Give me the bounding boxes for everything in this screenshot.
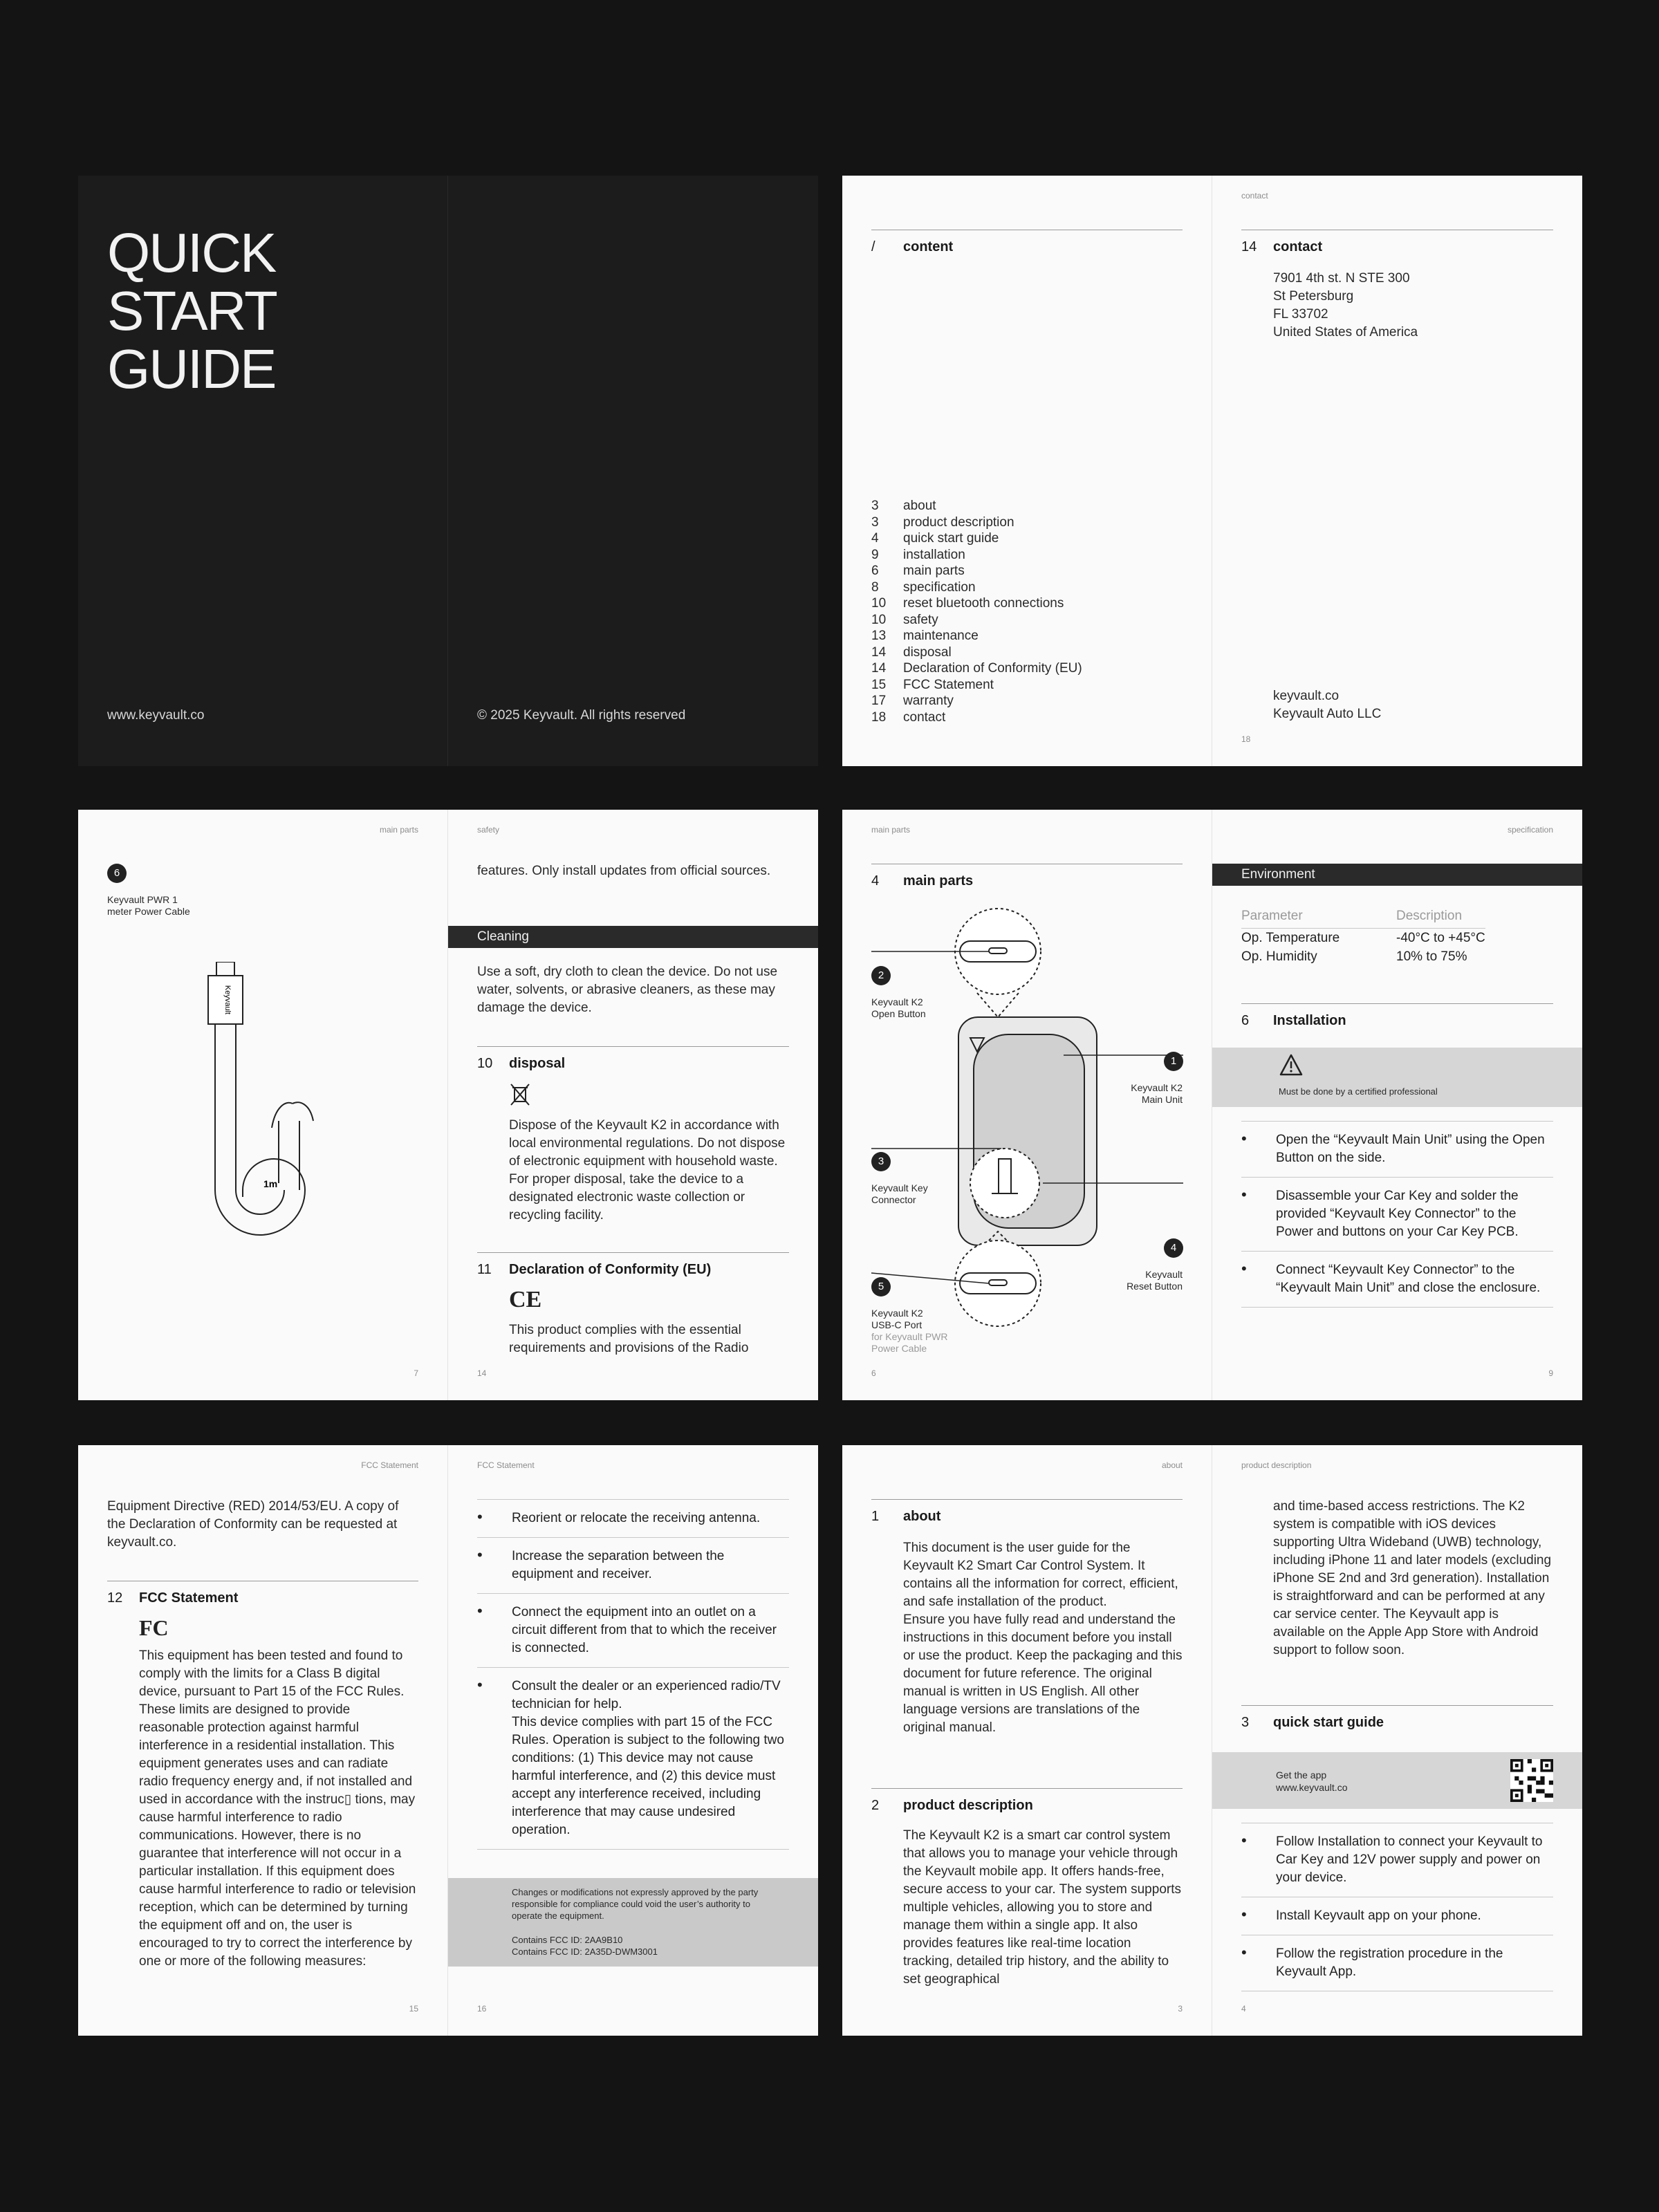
fcc-id: Contains FCC ID: 2AA9B10: [512, 1935, 623, 1945]
warning-text: Must be done by a certified professional: [1279, 1086, 1438, 1097]
list-item: • Connect the equipment into an outlet on a circuit different from that to which the receiver is connected.: [477, 1594, 789, 1668]
list-item: • Reorient or relocate the receiving antenna.: [477, 1499, 789, 1538]
toc-label: disposal: [903, 644, 952, 660]
section-heading: 1 about: [871, 1509, 941, 1524]
toc-item[interactable]: [871, 628, 1176, 644]
toc-item[interactable]: [871, 547, 1176, 564]
callout-badge: 3: [871, 1152, 891, 1171]
conformity-text: This product complies with the essential requirements and provisions of the Radio: [509, 1323, 749, 1355]
section-rule: [477, 1046, 789, 1047]
toc-label: product description: [903, 514, 1014, 530]
environment-bar: Environment: [1212, 864, 1582, 886]
toc-item[interactable]: [871, 612, 1176, 629]
toc-page-number: 15: [871, 677, 887, 692]
specification-page: [1212, 810, 1582, 1400]
address-block: 7901 4th st. N STE 300 St Petersburg FL 33702 United States of America: [1273, 271, 1418, 340]
cover-back-page: [448, 176, 818, 766]
warning-box: [1212, 1048, 1582, 1107]
disposal-text: Dispose of the Keyvault K2 in accordance with local environmental regulations. Do not dispose of electronic equipment with household waste. For proper disposal, take the device to a designated electronic waste collection or recycling facility.: [509, 1118, 786, 1223]
list-item: • Open the “Keyvault Main Unit” using the Open Button on the side.: [1241, 1121, 1553, 1178]
list-item: • Connect “Keyvault Key Connector” to the “Keyvault Main Unit” and close the enclosure.: [1241, 1252, 1553, 1308]
safety-intro: features. Only install updates from official sources.: [477, 864, 771, 878]
cable-label: Keyvault PWR 1 meter Power Cable: [107, 894, 190, 917]
warning-icon: [1279, 1053, 1304, 1077]
section-heading: 11 Declaration of Conformity (EU): [477, 1262, 712, 1277]
callout-badge: 2: [871, 966, 891, 985]
quick-start-steps: [1241, 1823, 1553, 1991]
section-heading: 14 contact: [1241, 239, 1323, 254]
cover-front-page: [78, 176, 448, 766]
toc-page-number: 14: [871, 644, 887, 660]
section-rule: [1241, 1705, 1553, 1706]
fcc-spread: [78, 1445, 818, 2036]
cable-safety-spread: [78, 810, 818, 1400]
toc-page-number: 18: [871, 709, 887, 725]
section-rule: [477, 1252, 789, 1253]
environment-table: [1241, 907, 1485, 966]
column-header: Parameter: [1241, 907, 1396, 929]
callout-badge: 4: [1164, 1238, 1183, 1258]
main-unit-label: Keyvault K2 Main Unit: [1131, 1082, 1183, 1105]
section-heading: 3 quick start guide: [1241, 1715, 1384, 1730]
toc-label: safety: [903, 612, 938, 627]
installation-steps: [1241, 1121, 1553, 1308]
get-app-box[interactable]: [1212, 1752, 1582, 1809]
ce-mark-icon: CE: [509, 1287, 542, 1312]
page-number: 7: [414, 1368, 418, 1378]
list-item: • Install Keyvault app on your phone.: [1241, 1897, 1553, 1935]
toc-page-number: 9: [871, 547, 879, 562]
about-qsg-spread: [842, 1445, 1582, 2036]
running-header: FCC Statement: [477, 1460, 535, 1470]
toc-page-number: 10: [871, 596, 887, 611]
product-description-continued: and time-based access restrictions. The K2 system is compatible with iOS devices supporting Ultra Wideband (UWB) technology, including iPhone 11 and later models (excluding iPhone SE 2nd and 3rd generation). Installation is straightforward and can be performed at any car service center. The Keyvault app is available on the Apple App Store with Android support to follow soon.: [1273, 1499, 1552, 1657]
list-item: • Increase the separation between the equipment and receiver.: [477, 1538, 789, 1594]
list-item: • Disassemble your Car Key and solder the provided “Keyvault Key Connector” to the Power and buttons on your Car Key PCB.: [1241, 1178, 1553, 1252]
toc-item[interactable]: [871, 693, 1176, 709]
contact-page: [1212, 176, 1582, 766]
cable-page: [78, 810, 448, 1400]
toc-label: about: [903, 499, 936, 513]
list-item: • Follow the registration procedure in the Keyvault App.: [1241, 1935, 1553, 1991]
toc-page-number: 8: [871, 579, 879, 595]
section-heading: 2 product description: [871, 1798, 1033, 1813]
page-number: 9: [1548, 1368, 1553, 1378]
page-number: 4: [1241, 2004, 1246, 2014]
running-header: about: [1161, 1460, 1183, 1470]
fcc-id: Contains FCC ID: 2A35D-DWM3001: [512, 1946, 658, 1957]
section-rule: [871, 1499, 1183, 1500]
usb-port-label: Keyvault K2 USB-C Port for Keyvault PWR Power Cable: [871, 1308, 948, 1354]
toc-item[interactable]: [871, 498, 1176, 514]
fcc-intro: Equipment Directive (RED) 2014/53/EU. A copy of the Declaration of Conformity can be requested at keyvault.co.: [107, 1499, 399, 1550]
section-heading: 10 disposal: [477, 1056, 566, 1071]
toc-label: main parts: [903, 564, 965, 578]
main-parts-page: [842, 810, 1212, 1400]
qr-code-icon[interactable]: [1510, 1759, 1553, 1802]
toc-label: reset bluetooth connections: [903, 596, 1064, 611]
callout-badge: 6: [107, 864, 127, 883]
contact-footer: [1273, 687, 1381, 723]
toc-page-number: 4: [871, 531, 879, 546]
safety-page: [448, 810, 818, 1400]
fcc-measures: [477, 1499, 789, 1850]
parts-spec-spread: [842, 810, 1582, 1400]
fcc-text: This equipment has been tested and found to comply with the limits for a Class B digital device, pursuant to Part 15 of the FCC Rules. These limits are designed to provide reasonable protection against harmful interference in a residential installation. This equipment generates uses and can radiate radio frequency energy and, if not installed and used in accordance with the instruc▯ tions, may cause harmful interference to radio communications. However, there is no guarantee that interference will not occur in a particular installation. If this equipment does cause harmful interference to radio or television reception, which can be determined by turning the equipment off and on, the user is encouraged to try to correct the interference by one or more of the following measures:: [139, 1648, 416, 1969]
toc-label: Declaration of Conformity (EU): [903, 661, 1082, 676]
table-of-contents: [871, 498, 1176, 725]
toc-page-number: 17: [871, 694, 887, 708]
toc-item[interactable]: [871, 579, 1176, 596]
quick-start-page: [1212, 1445, 1582, 2036]
key-connector-label: Keyvault Key Connector: [871, 1182, 928, 1205]
section-heading: 6 Installation: [1241, 1013, 1346, 1028]
cover-title: QUICK START GUIDE: [107, 222, 277, 400]
section-heading: 12 FCC Statement: [107, 1590, 239, 1606]
running-header: main parts: [871, 825, 911, 835]
plug-label: Keyvault: [223, 985, 232, 1015]
fcc-notice-box: [448, 1878, 818, 1967]
company-name: Keyvault Auto LLC: [1273, 707, 1382, 721]
fcc-notice: Changes or modifications not expressly approved by the party responsible for compliance could void the user’s authority to operate the equipment.: [512, 1887, 759, 1921]
page-number: 3: [1178, 2004, 1183, 2014]
page-number: 18: [1241, 734, 1251, 744]
toc-label: installation: [903, 547, 965, 562]
toc-item[interactable]: [871, 595, 1176, 612]
about-page: [842, 1445, 1212, 2036]
toc-page-number: 13: [871, 629, 887, 643]
toc-page-number: 3: [871, 514, 879, 530]
toc-item[interactable]: [871, 677, 1176, 694]
toc-label: warranty: [903, 694, 954, 708]
toc-label: maintenance: [903, 629, 979, 643]
page-number: 6: [871, 1368, 876, 1378]
toc-label: FCC Statement: [903, 677, 994, 692]
about-text: This document is the user guide for the Keyvault K2 Smart Car Control System. It contains all the information for correct, efficient, and safe installation of the product. Ensure you have fully read and understand the instructions in this document before you install or use the product. Keep the packaging and this document for future reference. The original manual is written in US English. All other language versions are translations of the original manual.: [903, 1541, 1183, 1735]
callout-badge: 5: [871, 1277, 891, 1296]
running-header: main parts: [379, 825, 418, 835]
page-number: 14: [477, 1368, 487, 1378]
reset-button-label: Keyvault Reset Button: [1127, 1269, 1183, 1292]
toc-label: specification: [903, 579, 976, 595]
open-button-label: Keyvault K2 Open Button: [871, 996, 926, 1019]
get-app-label: Get the app: [1276, 1769, 1327, 1781]
cover-website[interactable]: www.keyvault.co: [107, 708, 205, 723]
toc-page-number: 14: [871, 661, 887, 676]
table-row: Op. Humidity 10% to 75%: [1241, 949, 1467, 964]
page-number: 15: [409, 2004, 418, 2014]
fcc-mark-icon: FC: [139, 1615, 169, 1640]
section-heading: / content: [871, 239, 954, 254]
cleaning-text: Use a soft, dry cloth to clean the device. Do not use water, solvents, or abrasive cleaners, as these may damage the device.: [477, 965, 778, 1015]
running-header: contact: [1241, 191, 1268, 201]
running-header: product description: [1241, 1460, 1312, 1470]
power-cable-illustration: [182, 962, 334, 1252]
fcc-page-1: [78, 1445, 448, 2036]
toc-item[interactable]: [871, 530, 1176, 547]
cleaning-bar: Cleaning: [448, 926, 818, 948]
content-contact-spread: [842, 176, 1582, 766]
app-url[interactable]: www.keyvault.co: [1276, 1782, 1348, 1793]
fcc-page-2: [448, 1445, 818, 2036]
toc-item[interactable]: [871, 644, 1176, 661]
cover-copyright: © 2025 Keyvault. All rights reserved: [477, 708, 686, 723]
content-page: [842, 176, 1212, 766]
section-rule: [1241, 1003, 1553, 1004]
toc-item[interactable]: [871, 563, 1176, 579]
cable-length: 1m: [263, 1178, 278, 1189]
running-header: specification: [1507, 825, 1553, 835]
running-header: FCC Statement: [361, 1460, 418, 1470]
table-row: Op. Temperature -40°C to +45°C: [1241, 931, 1485, 945]
running-header: safety: [477, 825, 500, 835]
toc-label: quick start guide: [903, 531, 999, 546]
toc-item[interactable]: [871, 709, 1176, 726]
page-number: 16: [477, 2004, 487, 2014]
list-item: • Follow Installation to connect your Keyvault to Car Key and 12V power supply and power on your device.: [1241, 1823, 1553, 1897]
list-item: • Consult the dealer or an experienced radio/TV technician for help. This device complies with part 15 of the FCC Rules. Operation is subject to the following two conditions: (1) This device may not cause harmful interference, and (2) this device must accept any interference received, including interference that may cause undesired operation.: [477, 1668, 789, 1850]
section-heading: 4 main parts: [871, 873, 974, 889]
toc-item[interactable]: [871, 514, 1176, 531]
toc-label: contact: [903, 709, 946, 725]
weee-bin-icon: [509, 1082, 531, 1107]
toc-item[interactable]: [871, 660, 1176, 677]
section-rule: [871, 1788, 1183, 1789]
callout-badge: 1: [1164, 1052, 1183, 1071]
product-description-text: The Keyvault K2 is a smart car control system that allows you to manage your vehicle through the Keyvault mobile app. It offers hands-free, secure access to your car. The system supports multiple vehicles, allowing you to store and manage them within a single app. It also provides features like real-time location tracking, detailed trip history, and the ability to set geographical: [903, 1828, 1181, 1987]
toc-page-number: 10: [871, 612, 887, 627]
toc-page-number: 3: [871, 499, 879, 513]
column-header: Description: [1396, 907, 1485, 929]
contact-website[interactable]: keyvault.co: [1273, 689, 1340, 703]
toc-page-number: 6: [871, 564, 879, 578]
cover-spread: [78, 176, 818, 766]
